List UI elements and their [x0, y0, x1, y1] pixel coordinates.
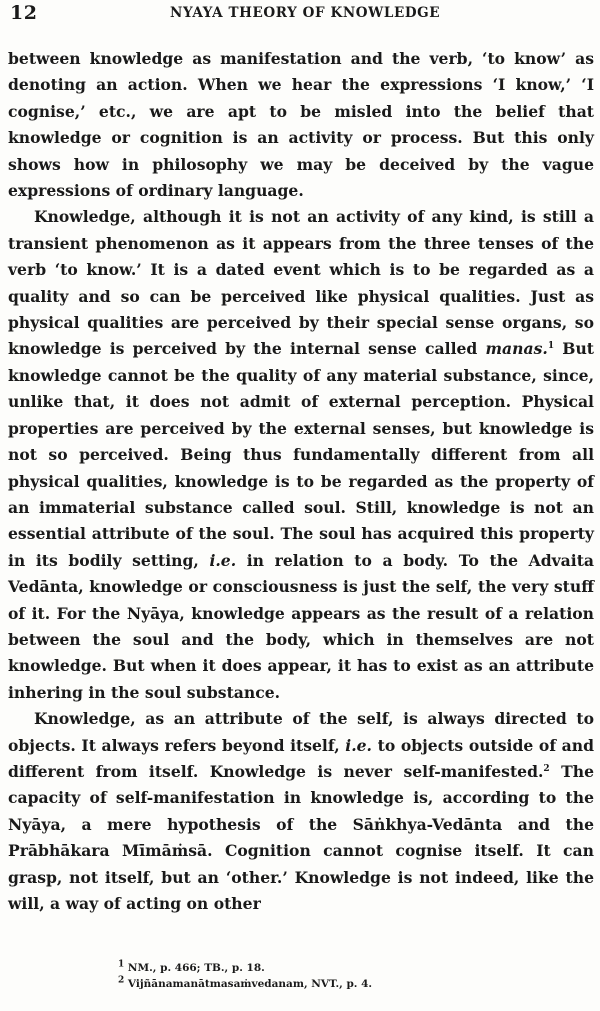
paragraph-1: [8, 46, 594, 204]
footnote-ref-2: 2: [543, 763, 550, 774]
paragraph-2: [8, 204, 594, 706]
paragraph-3-text-b: to objects outside of and different from itself. Knowledge is never self-manifested.: [8, 735, 595, 781]
paragraph-2-text-c: in relation to a body. To the Advaita Vedānta, knowledge or consciousness is just the self, the very stuff of it. For the Nyāya, knowledge appears as the result of a relation between the soul and the body, which in themselves are not knowledge. But when it does appear, it has to exist as an attribute inhering in the soul substance.: [8, 550, 595, 702]
manas-term: manas.: [485, 339, 548, 359]
footnote-ref-1: 1: [547, 341, 555, 352]
paragraph-2-text-b: But knowledge cannot be the quality of any material substance, since, unlike that, it does not admit of external perception. Physical properties are perceived by the external senses, but knowledge is not so perceived. Being thus fundamentally different from all physical qualities, knowledge is to be regarded as the property of an immaterial substance called soul. Still, knowledge is not an essential attribute of the soul. The soul has acquired this property in its bodily setting,: [8, 339, 595, 570]
footnote-text: Vijñānamanātmasaṁvedanam, NVT., p. 4.: [127, 978, 373, 990]
footnote-marker: 2: [118, 975, 125, 986]
footnote-text: NM., p. 466; TB., p. 18.: [127, 962, 265, 974]
paragraph-1-text: between knowledge as manifestation and the verb, ‘to know’ as denoting an action. When we hear the expressions ‘I know,’ ‘I cognise,’ etc., we are apt to be misled into the belief that knowledge or cognition is an activity or process. But this only shows how in philosophy we may be deceived by the vague expressions of ordinary language.: [8, 49, 594, 201]
footnote-marker: 1: [118, 959, 125, 970]
paragraph-3: [8, 706, 594, 917]
body-text: [8, 46, 594, 917]
ie-abbrev: i.e.: [345, 735, 372, 755]
paragraph-3-text-a: Knowledge, as an attribute of the self, is always directed to objects. It always refers beyond itself,: [8, 709, 594, 755]
paragraph-2-text-a: Knowledge, although it is not an activity of any kind, is still a transient phenomenon as it appears from the three tenses of the verb ‘to know.’ It is a dated event which is to be regarded as a quality and so can be perceived like physical qualities. Just as physical qualities are perceived by their special sense organs, so knowledge is perceived by the internal sense called: [8, 207, 594, 359]
footnote-1: [118, 960, 372, 976]
page-number: 12: [10, 2, 38, 24]
running-title: NYAYA THEORY OF KNOWLEDGE: [170, 5, 441, 21]
footnote-2: [118, 976, 372, 992]
page-header: [10, 2, 588, 26]
paragraph-3-text-c: The capacity of self-manifestation in knowledge is, according to the Nyāya, a mere hypothesis of the Sāṅkhya-Vedānta and the Prābhākara Mīmāṁsā. Cognition cannot cognise itself. It can grasp, not itself, but an ‘other.’ Knowledge is not indeed, like the will, a way of acting on other: [8, 761, 594, 913]
footnotes: [118, 960, 372, 992]
ie-abbrev: i.e.: [209, 550, 237, 570]
